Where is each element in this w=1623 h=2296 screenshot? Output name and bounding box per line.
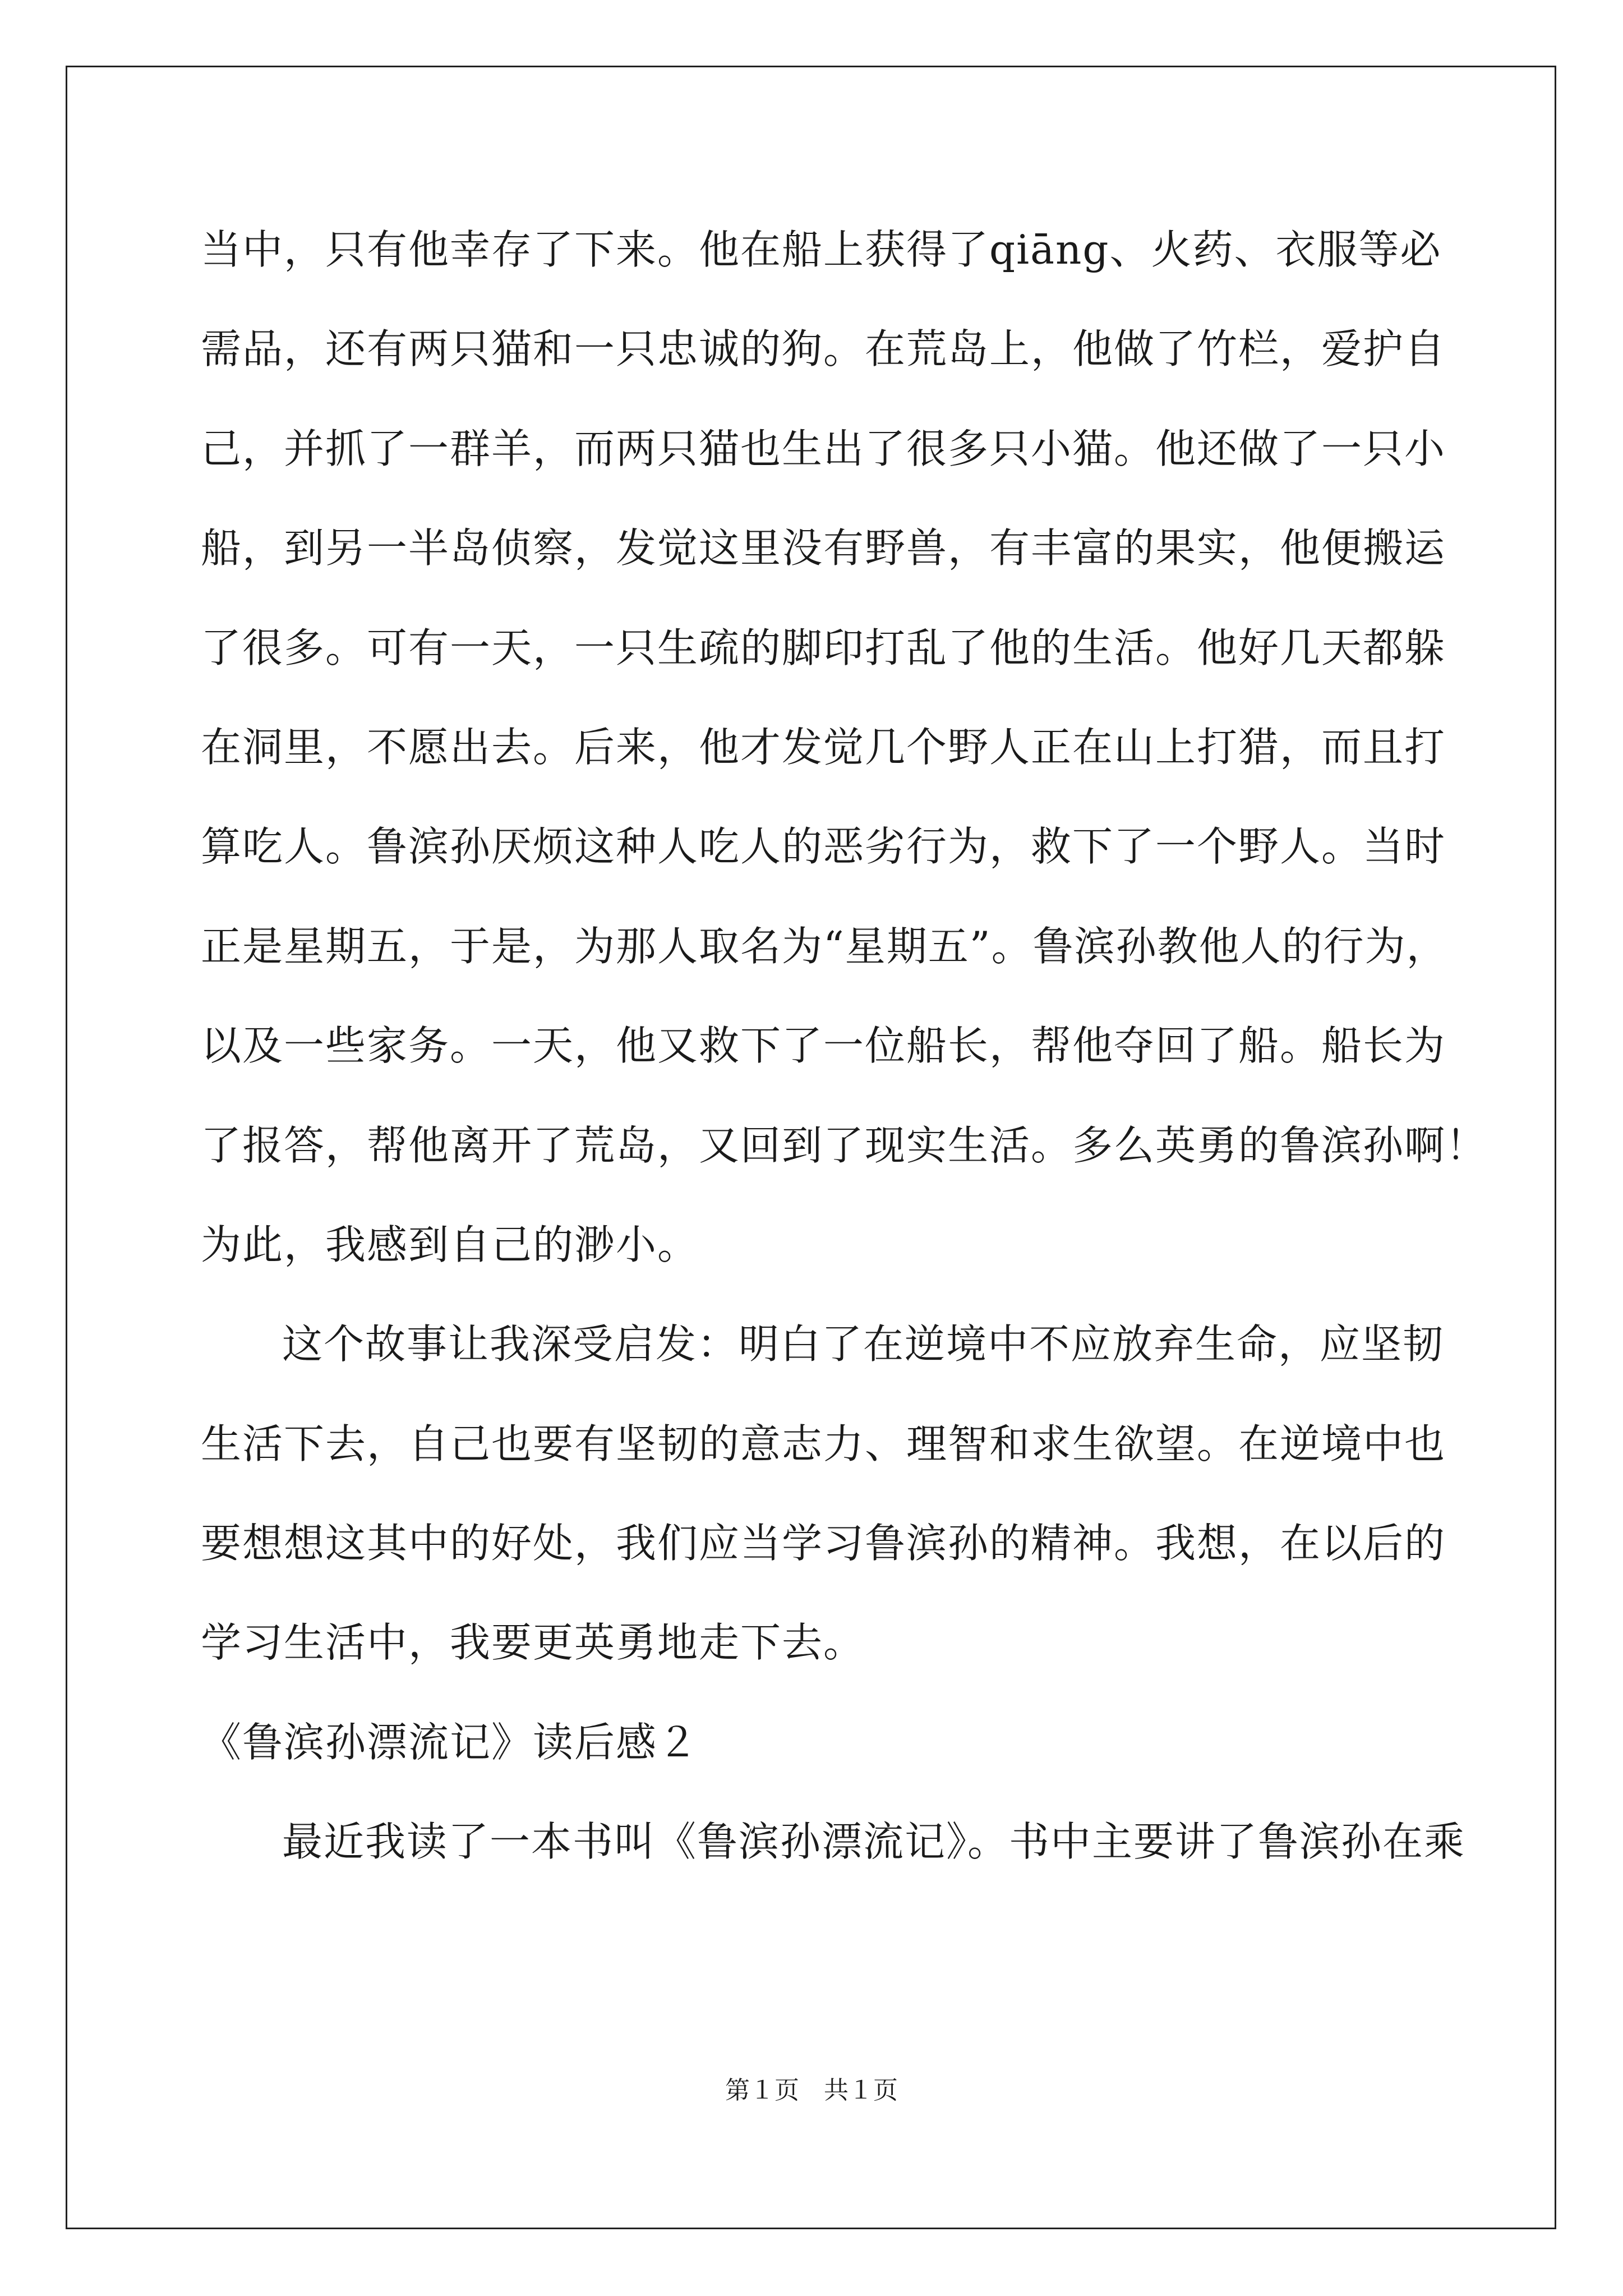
text-line: 正是星期五，于是，为那人取名为“星期五”。鲁滨孙教他人的行为， (201, 922, 1448, 970)
text-line: 生活下去，自己也要有坚韧的意志力、理智和求生欲望。在逆境中也 (201, 1420, 1446, 1467)
text-line: 当中，只有他幸存了下来。他在船上获得了qiāng、火药、衣服等必 (201, 226, 1442, 273)
text-line: 了报答，帮他离开了荒岛，又回到了现实生活。多么英勇的鲁滨孙啊！ (201, 1121, 1488, 1169)
page-number-total: 共１页 (824, 2076, 898, 2105)
text-line: 为此，我感到自己的渺小。 (201, 1221, 699, 1268)
text-line: 算吃人。鲁滨孙厌烦这种人吃人的恶劣行为，救下了一个野人。当时 (201, 823, 1446, 871)
text-line: 船，到另一半岛侦察，发觉这里没有野兽，有丰富的果实，他便搬运 (201, 524, 1446, 572)
page-number-current: 第１页 (725, 2076, 799, 2105)
paragraph-start-line: 最近我读了一本书叫《鲁滨孙漂流记》。书中主要讲了鲁滨孙在乘 (282, 1818, 1466, 1866)
paragraph-start-line: 这个故事让我深受启发：明白了在逆境中不应放弃生命，应坚韧 (282, 1320, 1445, 1368)
text-line: 以及一些家务。一天，他又救下了一位船长，帮他夺回了船。船长为 (201, 1022, 1446, 1070)
text-line: 学习生活中，我要更英勇地走下去。 (201, 1619, 865, 1667)
text-line: 要想想这其中的好处，我们应当学习鲁滨孙的精神。我想，在以后的 (201, 1520, 1446, 1567)
text-line: 在洞里，不愿出去。后来，他才发觉几个野人正在山上打猎，而且打 (201, 723, 1446, 771)
section-heading: 《鲁滨孙漂流记》读后感２ (201, 1718, 699, 1766)
text-line: 了很多。可有一天，一只生疏的脚印打乱了他的生活。他好几天都躲 (201, 624, 1446, 671)
text-line: 需品，还有两只猫和一只忠诚的狗。在荒岛上，他做了竹栏，爱护自 (201, 325, 1446, 373)
page-footer (0, 2070, 1623, 2106)
text-line: 己，并抓了一群羊，而两只猫也生出了很多只小猫。他还做了一只小 (201, 425, 1446, 472)
document-body (201, 216, 1488, 1908)
